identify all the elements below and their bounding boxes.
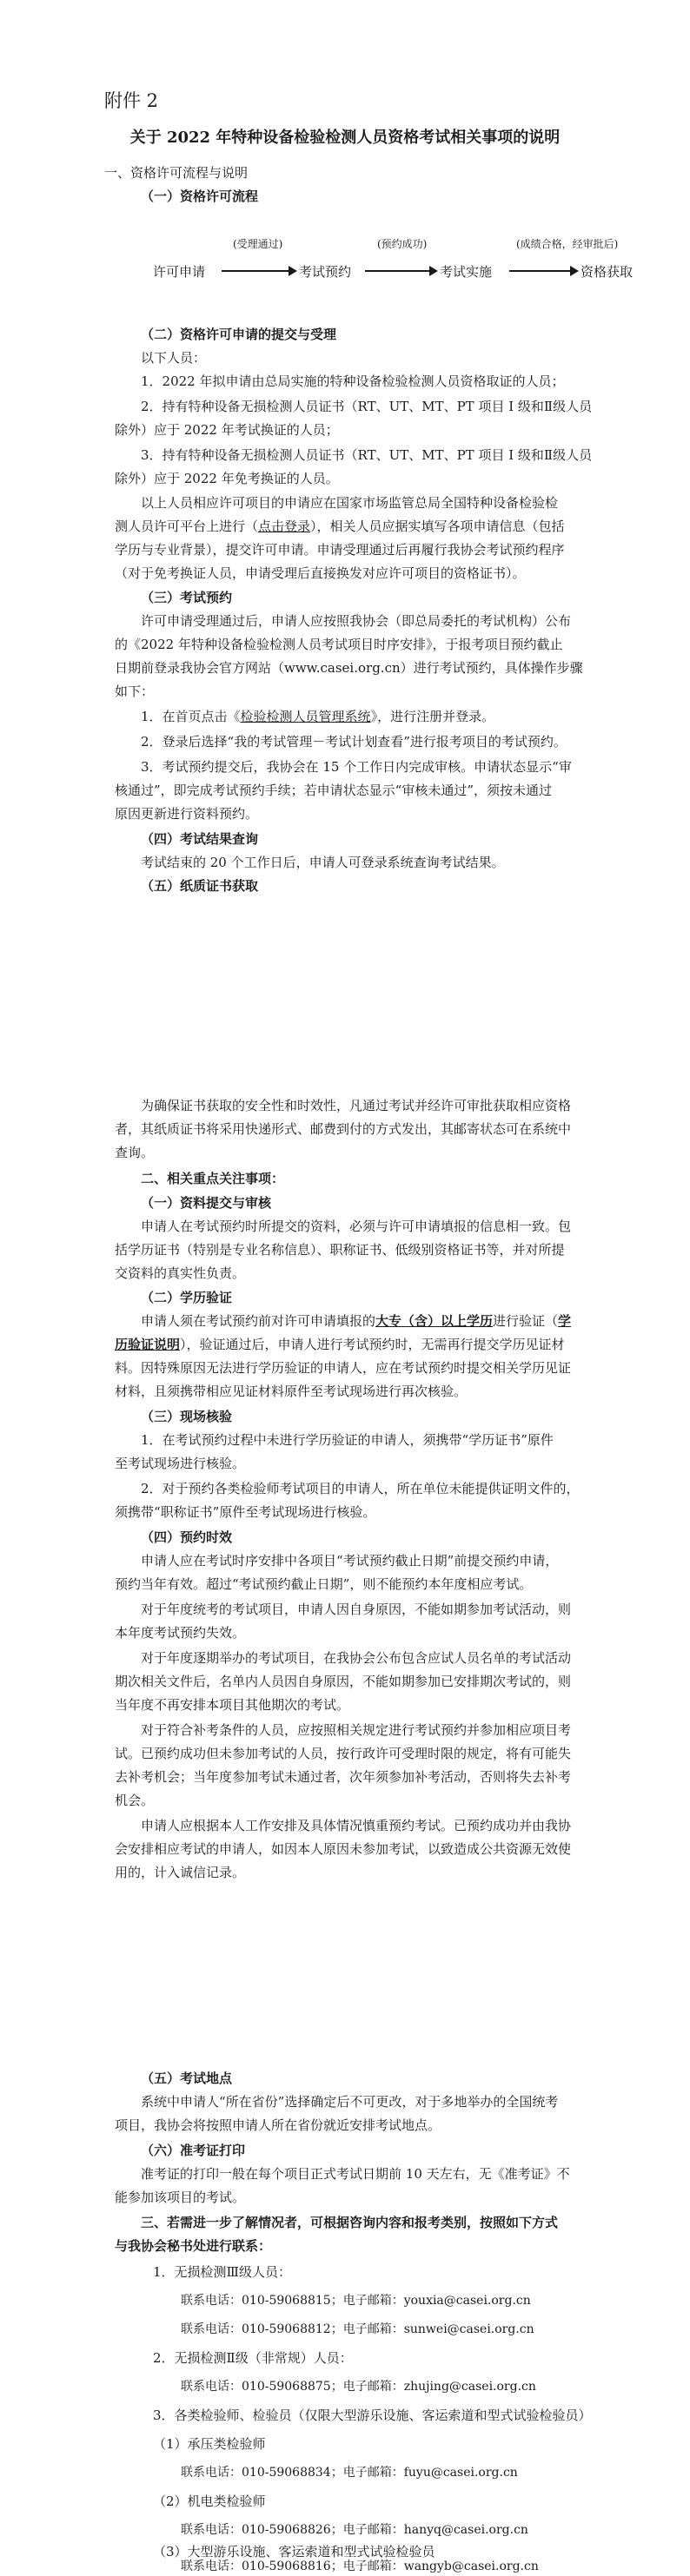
sub3-para-b: 的《2022 年特种设备检验检测人员考试项目时序安排》，于报考项目预约截止 [115,637,563,652]
flow-note-accepted: (受理通过) [233,238,283,250]
sub3-step1-post: 》，进行注册并登录。 [370,709,495,724]
s2-sub2-para-c: 料。因特殊原因无法进行学历验证的申请人，应在考试预约时提交相关学历见证 [115,1360,572,1376]
section1-heading: 一、资格许可流程与说明 [104,165,249,181]
flow-arrow-2 [365,270,436,272]
section2-sub4: （四）预约时效 [141,1529,233,1545]
sub2-item3-a: 3．持有特种设备无损检测人员证书（RT、UT、MT、PT 项目 I 级和Ⅱ级人员 [141,447,593,463]
sub2-item1: 1．2022 年拟申请由总局实施的特种设备检验检测人员资格取证的人员； [141,373,565,389]
sub3-step3-c: 原因更新进行资料预约。 [115,806,259,822]
contact-line: 联系电话：010-59068816；电子邮箱：wangyb@casei.org.cn [181,2559,539,2573]
s2-sub1-para-c: 交资料的真实性负责。 [115,1265,246,1281]
s2-sub4-p4-c: 去补考机会；当年度参加考试未通过者，次年须参加补考活动，否则将失去补考 [115,1769,572,1785]
flow-step-book: 考试预约 [299,264,352,280]
flow-step-apply: 许可申请 [153,264,206,280]
s2-sub1-para-a: 申请人在考试预约时所提交的资料，必须与许可申请填报的信息相一致。包 [141,1219,572,1234]
degree-verification-link[interactable]: 历验证说明 [115,1337,181,1352]
section2-heading: 二、相关重点关注事项： [141,1171,285,1186]
contact-mechanical: （2）机电类检验师 [153,2493,266,2509]
section1-sub5: （五）纸质证书获取 [141,878,259,894]
sub3-step3-b: 核通过”，即完成考试预约手续；若申请状态显示“审核未通过”，须按未通过 [115,783,553,798]
section2-sub3: （三）现场核验 [141,1409,233,1424]
contact-ndt-level3: 1．无损检测Ⅲ级人员： [153,2264,292,2280]
flow-note-booked: (预约成功) [377,238,428,250]
sub2-para-b-pre: 测人员许可平台上进行（ [115,519,259,534]
section3-heading-b: 与我协会秘书处进行联系： [115,2238,272,2254]
sub3-step1-pre: 1．在首页点击《 [141,709,241,724]
sub2-para-b [115,515,565,538]
sub3-para-d: 如下： [115,684,155,699]
s2-sub4-p5-c: 用的，计入诚信记录。 [115,1865,246,1880]
section2-sub5: （五）考试地点 [141,2071,233,2086]
s2-sub4-p1-a: 申请人应在考试时序安排中各项目“考试预约截止日期”前提交预约申请， [141,1553,559,1569]
sub5-para-c: 查询。 [115,1145,155,1160]
contact-ndt-level2: 2．无损检测Ⅱ级（非常规）人员： [153,2350,353,2366]
s2-sub6-para-b: 能参加该项目的考试。 [115,2190,246,2205]
s2-sub2-para-a-mid: 进行验证（ [493,1313,559,1329]
management-system-link[interactable]: 检验检测人员管理系统 [240,709,371,724]
sub5-para-a: 为确保证书获取的安全性和时效性，凡通过考试并经许可审批获取相应资格 [141,1098,572,1113]
sub2-item3-b: 除外）应于 2022 年免考换证的人员。 [115,471,339,486]
sub2-item2-b: 除外）应于 2022 年考试换证的人员； [115,422,339,438]
contact-pressure: （1）承压类检验师 [153,2436,266,2452]
s2-sub2-para-d: 材料，且须携带相应见证材料原件至考试现场进行再次核验。 [115,1384,468,1399]
section2-sub1: （一）资料提交与审核 [141,1195,272,1211]
s2-sub4-p3-c: 当年度不再安排本项目其他期次的考试。 [115,1697,350,1713]
s2-sub2-para-a [141,1310,571,1333]
flow-step-qualify: 资格获取 [581,264,634,280]
sub4-para: 考试结束的 20 个工作日后，申请人可登录系统查询考试结果。 [141,855,505,870]
contact-line: 联系电话：010-59068812；电子邮箱：sunwei@casei.org.cn [181,2322,534,2336]
s2-sub2-para-a-pre: 申请人须在考试预约前对许可申请填报的 [141,1313,376,1329]
sub2-item2-a: 2．持有特种设备无损检测人员证书（RT、UT、MT、PT 项目 I 级和Ⅱ级人员 [141,399,593,414]
section1-sub2: （二）资格许可申请的提交与受理 [141,327,337,342]
s2-sub4-p4-d: 机会。 [115,1793,155,1808]
sub2-para-d: （对于免考换证人员，申请受理后直接换发对应许可项目的资格证书）。 [115,565,526,581]
s2-sub4-p4-a: 对于符合补考条件的人员，应按照相关规定进行考试预约并参加相应项目考 [141,1722,572,1738]
s2-sub4-p5-a: 申请人应根据本人工作安排及具体情况慎重预约考试。已预约成功并由我协 [141,1818,572,1833]
s2-sub2-para-b [115,1333,565,1357]
contact-amusement: （3）大型游乐设施、客运索道和型式试验检验员 [153,2544,435,2559]
s2-sub5-para-b: 项目，我协会将按照申请人所在省份就近安排考试地点。 [115,2117,441,2133]
s2-sub3-p2-b: 须携带“职称证书”原件至考试现场进行核验。 [115,1504,376,1520]
contact-inspectors: 3．各类检验师、检验员（仅限大型游乐设施、客运索道和型式试验检验员） [153,2408,592,2423]
section2-sub2: （二）学历验证 [141,1290,233,1305]
s2-sub4-p3-a: 对于年度逐期举办的考试项目，在我协会公布包含应试人员名单的考试活动 [141,1650,572,1666]
sub3-para-a: 许可申请受理通过后，申请人应按照我协会（即总局委托的考试机构）公布 [141,613,572,629]
flow-arrow-1 [222,270,295,272]
s2-sub1-para-b: 括学历证书（特别是专业名称信息）、职称证书、低级别资格证书等，并对所提 [115,1242,565,1258]
sub3-step2: 2．登录后选择“我的考试管理－考试计划查看”进行报考项目的考试预约。 [141,734,567,750]
sub2-para-c: 学历与专业背景），提交许可申请。申请受理通过后再履行我协会考试预约程序 [115,542,565,558]
s2-sub3-p2-a: 2．对于预约各类检验师考试项目的申请人，所在单位未能提供证明文件的， [141,1481,580,1496]
section2-sub6: （六）准考证打印 [141,2143,246,2158]
section1-sub4: （四）考试结果查询 [141,831,259,847]
contact-line: 联系电话：010-59068875；电子邮箱：zhujing@casei.org.cn [181,2380,536,2394]
s2-sub3-p1-a: 1．在考试预约过程中未进行学历验证的申请人，须携带“学历证书”原件 [141,1432,554,1448]
flow-step-exam: 考试实施 [440,264,493,280]
section1-sub1: （一）资格许可流程 [141,188,259,204]
s2-sub4-p5-b: 会安排相应考试的申请人，如因本人原因未参加考试，以致造成公共资源无效使 [115,1841,572,1857]
s2-sub5-para-a: 系统中申请人“所在省份”选择确定后不可更改，对于多地举办的全国统考 [141,2094,559,2110]
section1-sub3: （三）考试预约 [141,590,233,605]
degree-requirement: 大专（含）以上学历 [375,1313,494,1329]
s2-sub4-p1-b: 预约当年有效。超过“考试预约截止日期”，则不能预约本年度相应考试。 [115,1576,533,1592]
login-link[interactable]: 点击登录 [258,519,311,534]
sub2-para-a: 以上人员相应许可项目的申请应在国家市场监管总局全国特种设备检验检 [141,495,559,511]
sub3-step1 [141,705,494,729]
s2-sub4-p2-b: 本年度考试预约失效。 [115,1625,246,1641]
contact-line: 联系电话：010-59068815；电子邮箱：youxia@casei.org.cn [181,2294,531,2308]
contact-line: 联系电话：010-59068826；电子邮箱：hanyq@casei.org.cn [181,2523,528,2537]
s2-sub4-p3-b: 期次相关文件后，名单内人员因自身原因，不能如期参加已安排期次考试的，则 [115,1674,572,1689]
sub2-intro: 以下人员： [141,350,207,366]
sub3-step3-a: 3．考试预约提交后，我协会在 15 个工作日内完成审核。申请状态显示“审 [141,759,572,775]
contact-line: 联系电话：010-59068834；电子邮箱：fuyu@casei.org.cn [181,2466,518,2480]
section3-heading-a: 三、若需进一步了解情况者，可根据咨询内容和报考类别，按照如下方式 [141,2215,559,2230]
flow-arrow-3 [509,270,577,272]
s2-sub2-para-b-post: ），验证通过后，申请人进行考试预约时，无需再行提交学历见证材 [180,1337,565,1352]
s2-sub3-p1-b: 至考试现场进行核验。 [115,1456,246,1471]
flow-note-passed: (成绩合格，经审批后) [516,238,619,250]
document-title: 关于 2022 年特种设备检验检测人员资格考试相关事项的说明 [129,129,561,147]
s2-sub4-p4-b: 试。已预约成功但未参加考试的人员，按行政许可受理时限的规定，将有可能失 [115,1746,572,1761]
sub5-para-b: 者，其纸质证书将采用快递形式、邮费到付的方式发出，其邮寄状态可在系统中 [115,1121,572,1137]
sub3-para-c: 日期前登录我协会官方网站（www.casei.org.cn）进行考试预约，具体操作步骤 [115,660,583,676]
s2-sub6-para-a: 准考证的打印一般在每个项目正式考试日期前 10 天左右，无《准考证》不 [141,2166,570,2182]
degree-verification-link-start[interactable]: 学 [558,1313,572,1329]
sub2-para-b-post: ），相关人员应据实填写各项申请信息（包括 [310,519,565,534]
s2-sub4-p2-a: 对于年度统考的考试项目，申请人因自身原因，不能如期参加考试活动，则 [141,1602,572,1617]
annex-label: 附件 2 [104,90,159,111]
